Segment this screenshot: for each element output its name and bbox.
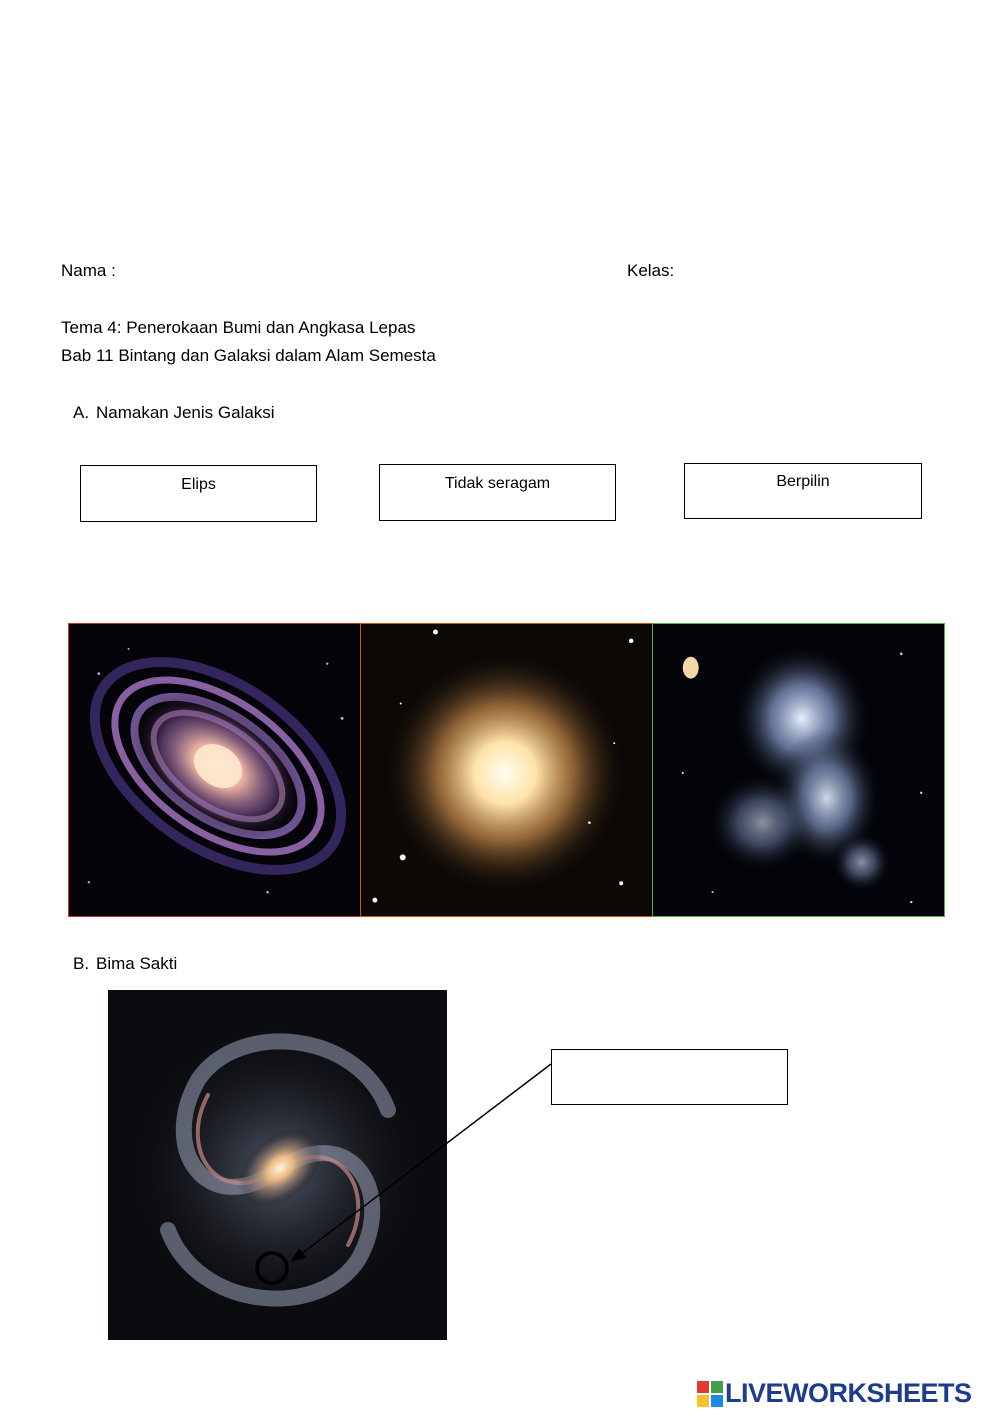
- logo-mark-icon: [697, 1381, 723, 1407]
- name-label: Nama :: [61, 261, 116, 280]
- liveworksheets-logo: [697, 1378, 972, 1409]
- logo-text: LIVEWORKSHEETS: [725, 1378, 972, 1408]
- answer-box-3[interactable]: Berpilin: [684, 463, 922, 519]
- section-b-letter: B.: [73, 954, 90, 973]
- answer-box-1[interactable]: Elips: [80, 465, 317, 522]
- chapter-title: Bab 11 Bintang dan Galaksi dalam Alam Semesta: [61, 346, 436, 365]
- section-a-title: Namakan Jenis Galaksi: [96, 403, 275, 422]
- theme-title: Tema 4: Penerokaan Bumi dan Angkasa Lepas: [61, 318, 416, 337]
- section-a-letter: A.: [73, 403, 90, 422]
- section-b-title: Bima Sakti: [96, 954, 178, 973]
- class-label: Kelas:: [627, 261, 675, 280]
- milky-way-answer-box[interactable]: [551, 1049, 788, 1105]
- answer-box-2[interactable]: Tidak seragam: [379, 464, 616, 521]
